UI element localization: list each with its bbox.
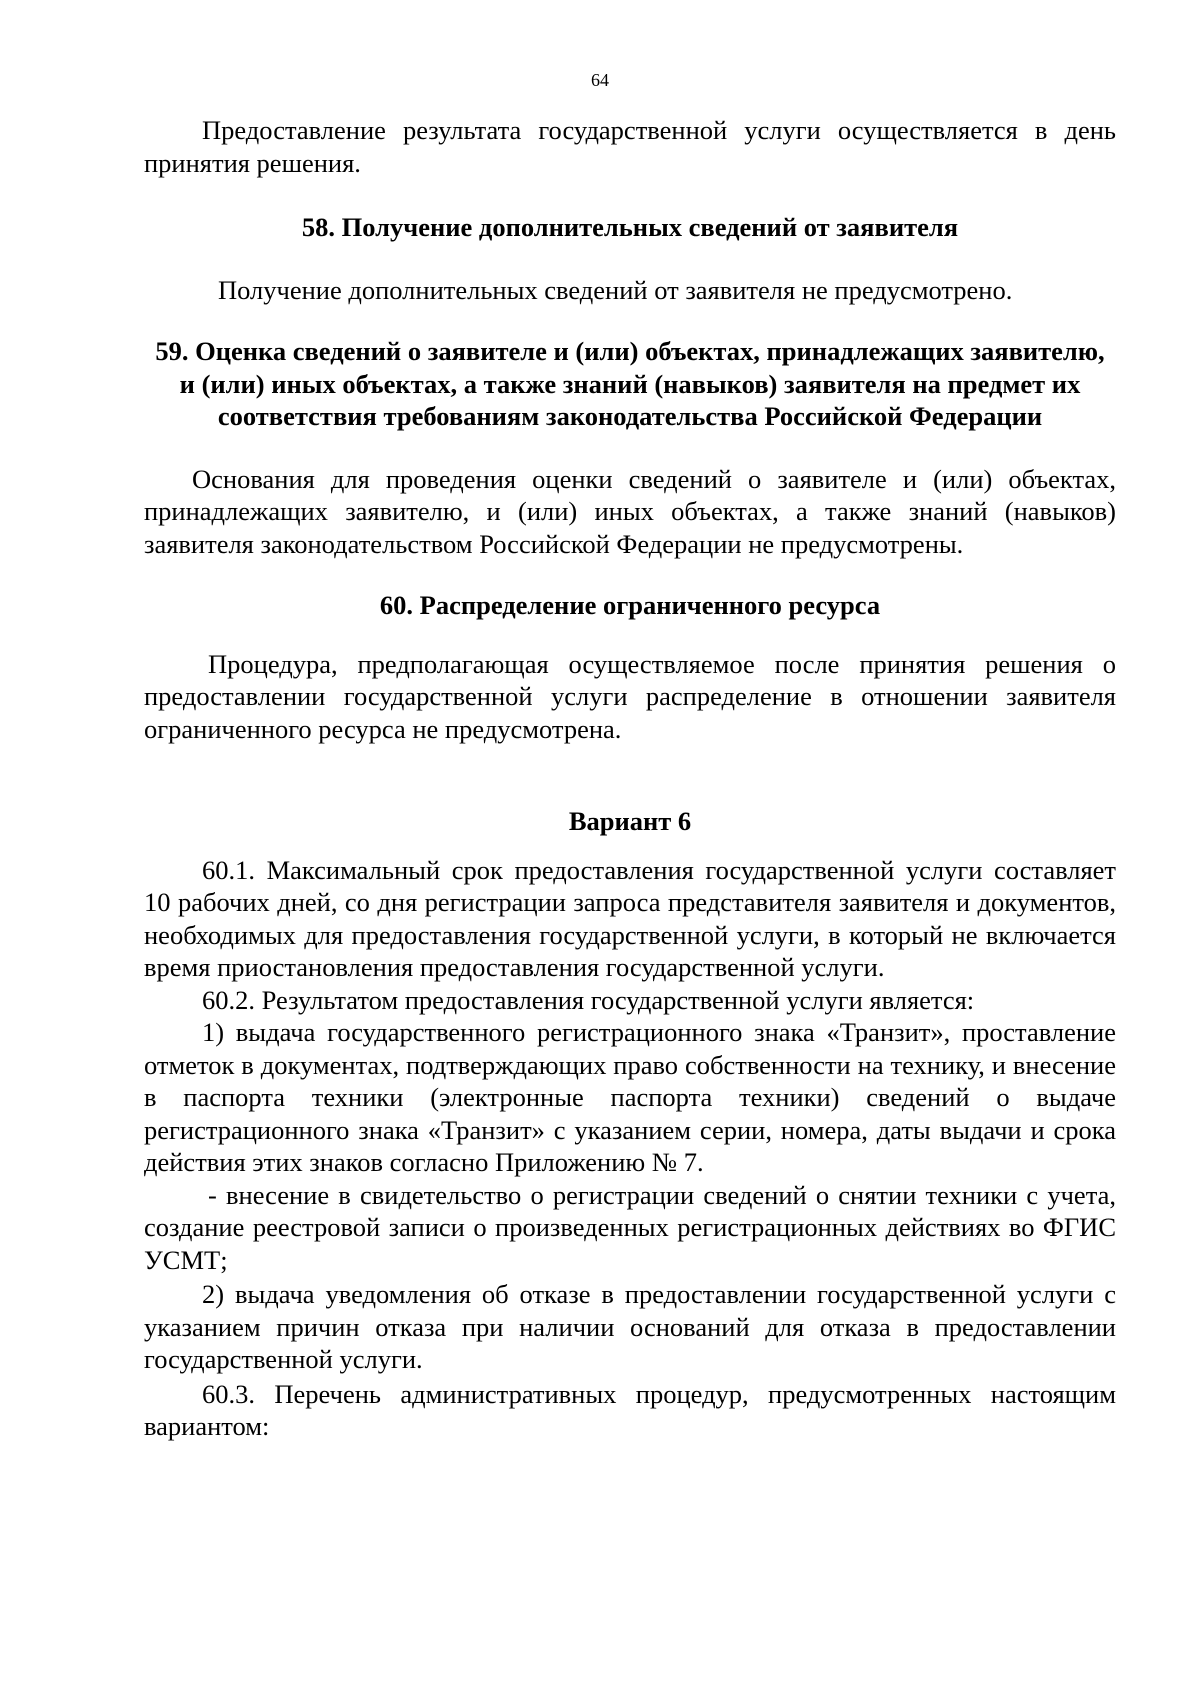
section-59-heading: 59. Оценка сведений о заявителе и (или) объектах, принадлежащих заявителю, и (или) иных объектах, а также знаний (навыков) заявителя на предмет их соответствия требованиям законодательства Российской Федерации xyxy=(155,336,1105,431)
paragraph-60-1: 60.1. Максимальный срок предоставления государственной услуги составляет 10 рабочих дней, со дня регистрации запроса представителя заявителя и документов, необходимых для предоставления государственной услуги, в который не включается время приостановления предоставления государственной услуги. xyxy=(144,854,1116,982)
section-60-heading: 60. Распределение ограниченного ресурса xyxy=(379,590,881,620)
section-60-paragraph: Процедура, предполагающая осуществляемое после принятия решения о предоставлении государственной услуги распределение в отношении заявителя ограниченного ресурса не предусмотрена. xyxy=(144,648,1116,744)
intro-paragraph: Предоставление результата государственной услуги осуществляется в день принятия решения. xyxy=(144,115,1116,178)
paragraph-60-2-item-1-note: - внесение в свидетельство о регистрации сведений о снятии техники с учета, создание реестровой записи о произведенных регистрационных действиях во ФГИС УСМТ; xyxy=(144,1179,1116,1275)
section-58-paragraph: Получение дополнительных сведений от заявителя не предусмотрено. xyxy=(218,274,1013,305)
paragraph-60-2: 60.2. Результатом предоставления государственной услуги является: xyxy=(202,984,975,1015)
page-number: 64 xyxy=(591,70,609,90)
section-58-heading: 58. Получение дополнительных сведений от заявителя xyxy=(301,212,959,242)
section-59-paragraph: Основания для проведения оценки сведений о заявителе и (или) объектах, принадлежащих заявителю, и (или) иных объектах, а также знаний (навыков) заявителя законодательством Российской Федерации не предусмотрены. xyxy=(144,463,1116,559)
paragraph-60-3: 60.3. Перечень административных процедур, предусмотренных настоящим вариантом: xyxy=(144,1378,1116,1441)
variant-6-heading: Вариант 6 xyxy=(568,806,692,836)
document-body xyxy=(144,114,1116,1443)
paragraph-60-2-item-2: 2) выдача уведомления об отказе в предоставлении государственной услуги с указанием причин отказа при наличии оснований для отказа в предоставлении государственной услуги. xyxy=(144,1279,1116,1374)
paragraph-60-2-item-1: 1) выдача государственного регистрационного знака «Транзит», проставление отметок в документах, подтверждающих право собственности на технику, и внесение в паспорта техники (электронные паспорта техники) сведений о выдаче регистрационного знака «Транзит» с указанием серии, номера, даты выдачи и срока действия этих знаков согласно Приложению № 7. xyxy=(144,1017,1116,1177)
